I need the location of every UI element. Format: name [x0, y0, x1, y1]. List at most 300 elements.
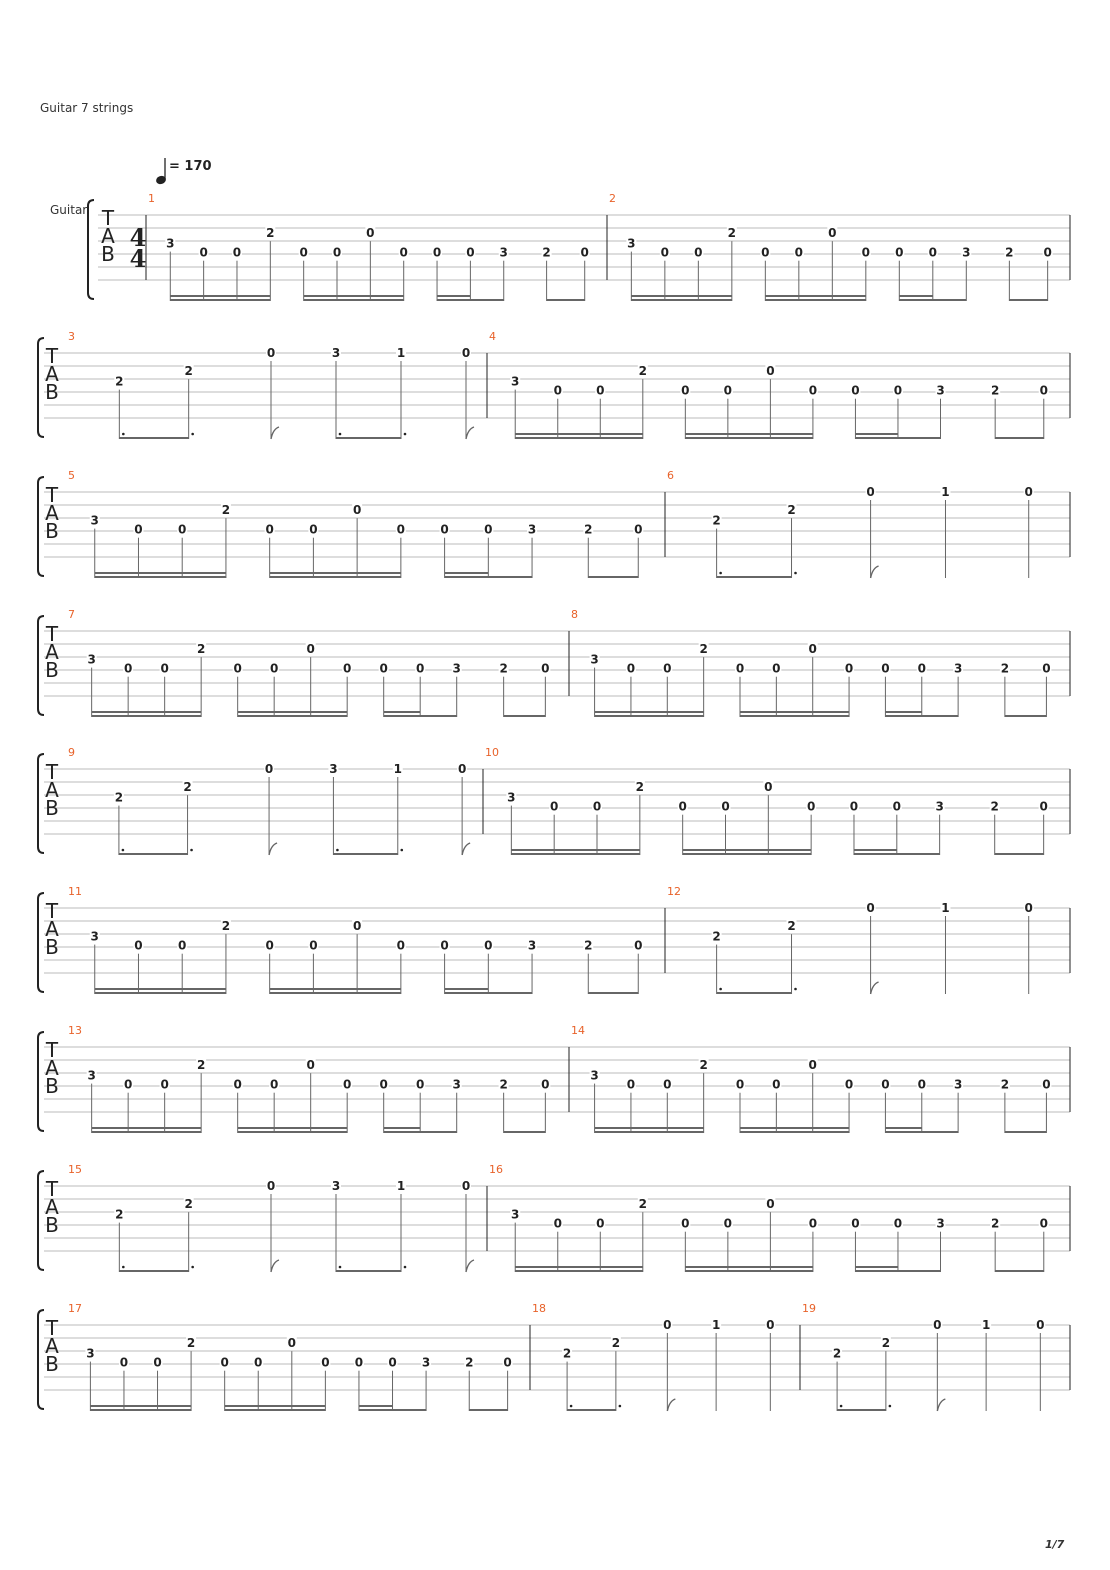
system-bracket: [88, 200, 94, 299]
system-bracket: [38, 338, 44, 437]
dot: [619, 1405, 622, 1408]
tab-clef-letter-a: A: [45, 1195, 59, 1219]
document-title: Guitar 7 strings: [40, 101, 134, 115]
measure-number: 12: [667, 885, 681, 898]
fret-number: 0: [484, 522, 493, 537]
beam: [359, 1409, 426, 1411]
fret-number: 0: [178, 522, 187, 537]
beam: [170, 295, 270, 297]
fret-number: 0: [233, 661, 242, 676]
fret-number: 0: [893, 1216, 903, 1231]
tab-clef-letter-a: A: [101, 224, 115, 248]
fret-number: 0: [440, 522, 449, 537]
fret-number: 3: [90, 513, 99, 528]
fret-number: 0: [772, 661, 781, 676]
fret-number: 0: [553, 383, 562, 398]
fret-number: 0: [299, 245, 308, 260]
fret-number: 0: [432, 245, 442, 260]
fret-number: 3: [953, 1077, 963, 1092]
fret-number: 0: [694, 245, 703, 260]
fret-number: 0: [634, 938, 643, 953]
beam: [855, 433, 898, 435]
fret-number: 0: [265, 522, 274, 537]
fret-number: 0: [332, 245, 342, 260]
fret-number: 2: [990, 383, 1000, 398]
tab-clef-letter-t: T: [45, 1316, 59, 1340]
fret-number: 2: [584, 938, 593, 953]
measure-number: 10: [485, 746, 499, 759]
beam: [515, 433, 643, 435]
fret-number: 0: [735, 1077, 745, 1092]
tab-clef-letter-a: A: [45, 778, 59, 802]
fret-number: 0: [352, 503, 362, 518]
beam: [304, 295, 404, 297]
fret-number: 2: [699, 642, 708, 657]
fret-number: 0: [379, 661, 388, 676]
tab-clef-letter-b: B: [45, 1074, 59, 1098]
fret-number: 0: [352, 919, 362, 934]
fret-number: 0: [766, 1197, 775, 1212]
fret-number: 0: [866, 485, 875, 499]
beam: [588, 576, 638, 578]
fret-number: 0: [663, 1077, 672, 1092]
fret-number: 0: [851, 383, 860, 398]
beam: [717, 992, 792, 994]
fret-number: 1: [393, 762, 402, 776]
fret-number: 0: [1039, 799, 1048, 814]
tab-clef-letter-b: B: [45, 796, 59, 820]
fret-number: 0: [851, 1216, 860, 1231]
fret-number: 0: [306, 642, 315, 657]
measure-number: 19: [802, 1302, 816, 1315]
tab-clef-letter-t: T: [45, 899, 59, 923]
fret-number: 0: [366, 226, 375, 241]
fret-number: 3: [936, 383, 945, 398]
beam: [885, 711, 921, 713]
fret-number: 3: [590, 1068, 599, 1083]
beam: [384, 1131, 457, 1133]
fret-number: 3: [331, 346, 341, 360]
fret-number: 3: [499, 245, 508, 260]
time-signature-bottom: 4: [129, 244, 147, 273]
beam: [119, 853, 188, 855]
beam: [238, 1127, 348, 1129]
fret-number: 2: [115, 374, 124, 389]
fret-number: 2: [727, 226, 737, 241]
fret-number: 0: [119, 1355, 129, 1370]
fret-number: 0: [553, 1216, 562, 1231]
beam: [567, 1409, 616, 1411]
fret-number: 0: [396, 938, 406, 953]
fret-number: 2: [186, 1336, 196, 1351]
system-bracket: [38, 754, 44, 853]
beam: [359, 1405, 393, 1407]
dot: [794, 572, 797, 575]
measure-number: 13: [68, 1024, 82, 1037]
beam: [170, 299, 270, 301]
fret-number: 0: [723, 1216, 733, 1231]
beam: [740, 1127, 849, 1129]
beam: [333, 853, 397, 855]
dot: [404, 1266, 407, 1269]
beam: [92, 1131, 202, 1133]
fret-number: 1: [711, 1318, 721, 1332]
dot: [122, 1266, 125, 1269]
dot: [339, 433, 342, 436]
fret-number: 2: [990, 799, 999, 814]
fret-number: 0: [806, 799, 816, 814]
fret-number: 2: [221, 503, 231, 518]
beam: [384, 711, 421, 713]
beam: [95, 988, 226, 990]
fret-number: 0: [844, 1077, 854, 1092]
fret-number: 0: [735, 661, 745, 676]
fret-number: 3: [166, 236, 175, 251]
fret-number: 1: [981, 1318, 991, 1332]
fret-number: 1: [396, 1179, 406, 1193]
beam: [740, 1131, 849, 1133]
fret-number: 0: [343, 1077, 352, 1092]
note-flag: [269, 843, 277, 855]
fret-number: 0: [794, 245, 804, 260]
beam: [336, 1270, 401, 1272]
tab-clef-letter-b: B: [45, 935, 59, 959]
fret-number: 2: [184, 364, 193, 379]
fret-number: 0: [592, 799, 602, 814]
beam: [445, 576, 532, 578]
beam: [304, 299, 404, 301]
tab-clef-letter-a: A: [45, 640, 59, 664]
fret-number: 0: [266, 1179, 276, 1193]
beam: [885, 1127, 921, 1129]
fret-number: 2: [196, 642, 206, 657]
beam: [92, 715, 202, 717]
fret-number: 0: [199, 245, 208, 260]
fret-number: 2: [499, 1077, 508, 1092]
fret-number: 0: [1036, 1318, 1045, 1332]
tab-clef-letter-t: T: [45, 1038, 59, 1062]
tab-clef-letter-b: B: [45, 519, 59, 543]
beam: [854, 849, 897, 851]
measure-number: 11: [68, 885, 82, 898]
note-flag: [271, 1260, 279, 1272]
fret-number: 0: [917, 1077, 926, 1092]
dot: [336, 849, 339, 852]
fret-number: 0: [484, 938, 493, 953]
fret-number: 0: [1024, 485, 1033, 499]
note-flag: [937, 1399, 945, 1411]
beam: [717, 576, 792, 578]
beam: [95, 992, 226, 994]
fret-number: 0: [681, 383, 690, 398]
fret-number: 0: [399, 245, 408, 260]
fret-number: 0: [1039, 1216, 1048, 1231]
fret-number: 2: [787, 503, 796, 518]
note-flag: [871, 982, 879, 994]
fret-number: 0: [893, 383, 903, 398]
fret-number: 0: [503, 1355, 512, 1370]
fret-number: 0: [663, 661, 672, 676]
fret-number: 1: [396, 346, 406, 360]
beam: [995, 853, 1044, 855]
measure-number: 18: [532, 1302, 546, 1315]
fret-number: 0: [881, 1077, 890, 1092]
beam: [854, 853, 940, 855]
fret-number: 3: [935, 799, 944, 814]
measure-number: 1: [148, 192, 155, 205]
beam: [685, 437, 813, 439]
measure-number: 14: [571, 1024, 585, 1037]
beam: [469, 1409, 507, 1411]
dot: [191, 433, 194, 436]
note-flag: [462, 843, 470, 855]
fret-number: 0: [596, 1216, 605, 1231]
system-bracket: [38, 1032, 44, 1131]
fret-number: 0: [178, 938, 187, 953]
beam: [515, 1266, 643, 1268]
dot: [190, 849, 193, 852]
tab-clef-letter-t: T: [101, 206, 115, 230]
tab-clef-letter-t: T: [45, 344, 59, 368]
beam: [1005, 1131, 1047, 1133]
beam: [437, 299, 504, 301]
fret-number: 0: [866, 901, 875, 915]
fret-number: 0: [160, 661, 169, 676]
note-flag: [466, 427, 474, 439]
measure-number: 17: [68, 1302, 82, 1315]
beam: [1005, 715, 1047, 717]
fret-number: 0: [761, 245, 770, 260]
beam: [855, 1266, 898, 1268]
fret-number: 0: [766, 364, 775, 379]
beam: [511, 853, 639, 855]
fret-number: 0: [541, 661, 550, 676]
beam: [238, 1131, 348, 1133]
beam: [855, 1270, 940, 1272]
measure-number: 15: [68, 1163, 82, 1176]
fret-number: 2: [712, 929, 721, 944]
dot: [794, 988, 797, 991]
fret-number: 3: [507, 790, 516, 805]
beam: [765, 295, 865, 297]
fret-number: 2: [542, 245, 551, 260]
beam: [855, 437, 940, 439]
beam: [445, 992, 532, 994]
fret-number: 0: [663, 1318, 672, 1332]
beam: [511, 849, 639, 851]
fret-number: 0: [416, 1077, 425, 1092]
beam: [685, 1270, 813, 1272]
page-number: 1/7: [1045, 1538, 1065, 1551]
fret-number: 0: [343, 661, 352, 676]
dot: [719, 572, 722, 575]
beam: [504, 1131, 546, 1133]
tab-clef-letter-a: A: [45, 917, 59, 941]
tab-clef-letter-a: A: [45, 362, 59, 386]
beam: [765, 299, 865, 301]
fret-number: 0: [1042, 1077, 1051, 1092]
beam: [740, 715, 849, 717]
fret-number: 3: [936, 1216, 945, 1231]
beam: [515, 1270, 643, 1272]
fret-number: 0: [541, 1077, 550, 1092]
instrument-name: Guitar: [50, 203, 88, 217]
fret-number: 0: [723, 383, 733, 398]
beam: [885, 1131, 958, 1133]
beam: [238, 711, 348, 713]
fret-number: 0: [269, 661, 279, 676]
fret-number: 0: [123, 1077, 133, 1092]
beam: [631, 295, 731, 297]
beam: [995, 437, 1044, 439]
fret-number: 0: [220, 1355, 229, 1370]
beam: [119, 1270, 188, 1272]
tab-clef-letter-b: B: [45, 1213, 59, 1237]
dot: [400, 849, 403, 852]
fret-number: 2: [266, 226, 275, 241]
time-signature-top: 4: [129, 223, 147, 252]
beam: [384, 715, 457, 717]
beam: [336, 437, 401, 439]
tab-clef-letter-a: A: [45, 501, 59, 525]
fret-number: 0: [626, 1077, 636, 1092]
fret-number: 0: [466, 245, 475, 260]
measure-number: 5: [68, 469, 75, 482]
beam: [683, 853, 811, 855]
fret-number: 0: [306, 1058, 315, 1073]
fret-number: 0: [266, 346, 276, 360]
beam: [270, 992, 401, 994]
fret-number: 0: [928, 245, 937, 260]
dot: [339, 1266, 342, 1269]
tab-clef-letter-a: A: [45, 1056, 59, 1080]
fret-number: 0: [440, 938, 449, 953]
fret-number: 0: [1043, 245, 1052, 260]
fret-number: 0: [550, 799, 559, 814]
tab-clef-letter-t: T: [45, 622, 59, 646]
fret-number: 0: [721, 799, 730, 814]
fret-number: 0: [849, 799, 859, 814]
beam: [515, 437, 643, 439]
fret-number: 2: [712, 513, 721, 528]
fret-number: 0: [844, 661, 854, 676]
fret-number: 2: [832, 1346, 842, 1361]
measure-number: 4: [489, 330, 496, 343]
beam: [270, 576, 401, 578]
fret-number: 0: [233, 1077, 242, 1092]
fret-number: 2: [787, 919, 796, 934]
fret-number: 0: [681, 1216, 690, 1231]
beam: [1009, 299, 1047, 301]
fret-number: 0: [828, 226, 837, 241]
dot: [404, 433, 407, 436]
tab-clef-letter-b: B: [45, 380, 59, 404]
dot: [719, 988, 722, 991]
system-bracket: [38, 477, 44, 576]
fret-number: 3: [511, 374, 520, 389]
fret-number: 3: [452, 661, 461, 676]
beam: [95, 572, 226, 574]
fret-number: 3: [421, 1355, 431, 1370]
fret-number: 2: [184, 1197, 193, 1212]
fret-number: 0: [660, 245, 670, 260]
dot: [122, 433, 125, 436]
system-bracket: [38, 893, 44, 992]
fret-number: 2: [638, 1197, 647, 1212]
fret-number: 0: [388, 1355, 397, 1370]
fret-number: 3: [953, 661, 963, 676]
beam: [225, 1405, 326, 1407]
beam: [270, 572, 401, 574]
fret-number: 0: [264, 762, 274, 776]
tab-clef-letter-b: B: [45, 658, 59, 682]
fret-number: 3: [511, 1207, 520, 1222]
note-flag: [466, 1260, 474, 1272]
beam: [445, 988, 489, 990]
measure-number: 6: [667, 469, 674, 482]
fret-number: 3: [590, 652, 599, 667]
fret-number: 0: [461, 346, 471, 360]
fret-number: 3: [329, 762, 338, 776]
fret-number: 0: [269, 1077, 279, 1092]
fret-number: 0: [1042, 661, 1051, 676]
beam: [384, 1127, 421, 1129]
system-bracket: [38, 616, 44, 715]
fret-number: 2: [638, 364, 647, 379]
beam: [95, 576, 226, 578]
note-flag: [667, 1399, 675, 1411]
fret-number: 0: [134, 522, 143, 537]
measure-number: 2: [609, 192, 616, 205]
dot: [122, 849, 125, 852]
fret-number: 0: [895, 245, 904, 260]
fret-number: 0: [596, 383, 605, 398]
fret-number: 2: [499, 661, 508, 676]
note-flag: [871, 566, 879, 578]
fret-number: 0: [396, 522, 406, 537]
tab-clef-letter-t: T: [45, 483, 59, 507]
beam: [740, 711, 849, 713]
beam: [119, 437, 188, 439]
beam: [595, 715, 704, 717]
fret-number: 3: [331, 1179, 341, 1193]
tab-clef-letter-b: B: [45, 1352, 59, 1376]
fret-number: 0: [153, 1355, 162, 1370]
fret-number: 0: [265, 938, 274, 953]
measure-number: 7: [68, 608, 75, 621]
fret-number: 3: [452, 1077, 461, 1092]
fret-number: 2: [465, 1355, 474, 1370]
measure-number: 3: [68, 330, 75, 343]
fret-number: 0: [134, 938, 143, 953]
fret-number: 0: [881, 661, 890, 676]
fret-number: 2: [115, 1207, 124, 1222]
fret-number: 0: [764, 780, 773, 795]
fret-number: 0: [354, 1355, 364, 1370]
beam: [995, 1270, 1044, 1272]
fret-number: 0: [808, 1216, 818, 1231]
beam: [225, 1409, 326, 1411]
fret-number: 0: [457, 762, 467, 776]
measure-number: 16: [489, 1163, 503, 1176]
measure-number: 8: [571, 608, 578, 621]
fret-number: 1: [941, 901, 950, 915]
fret-number: 0: [626, 661, 636, 676]
fret-number: 0: [808, 383, 818, 398]
fret-number: 0: [808, 1058, 817, 1073]
beam: [504, 715, 546, 717]
fret-number: 3: [87, 1068, 96, 1083]
